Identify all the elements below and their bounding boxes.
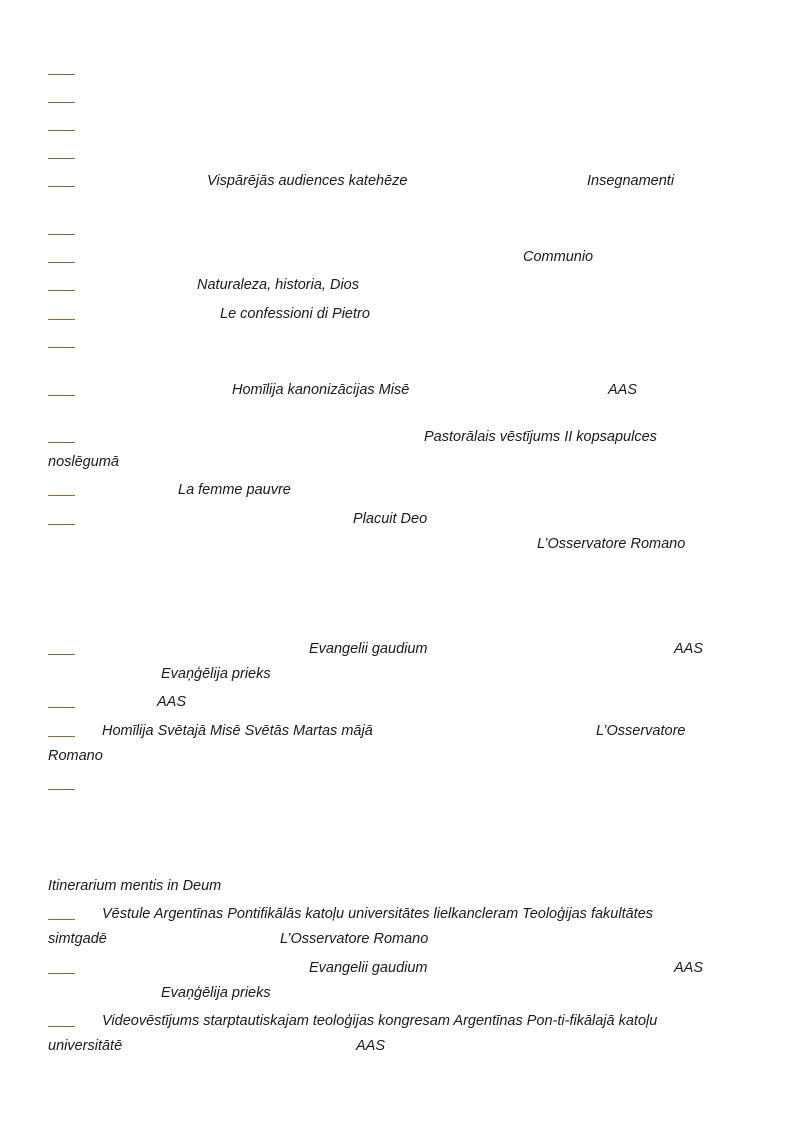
italic-title: Romano (48, 748, 103, 764)
footnote-rule (48, 158, 75, 159)
footnote (0, 303, 793, 325)
footnote-rule (48, 442, 75, 443)
footnote-rule (48, 707, 75, 708)
italic-title: Homīlija kanonizācijas Misē (232, 382, 410, 398)
footnote-rule (48, 736, 75, 737)
footnote-rule (48, 919, 75, 920)
italic-title: AAS (608, 382, 638, 398)
italic-title: Videovēstījums starptautiskajam teoloģijas kongresam Argentīnas Pon-ti-fikālajā katoļu (102, 1013, 658, 1029)
italic-title: Evaņģēlija prieks (161, 666, 271, 682)
footnote-rule (48, 234, 75, 235)
italic-title: AAS (674, 641, 704, 657)
footnote (0, 91, 793, 113)
footnote-rule (48, 654, 75, 655)
footnote-continuation (0, 1035, 793, 1057)
footnote (0, 426, 793, 448)
italic-title: L’Osservatore Romano (280, 931, 429, 947)
italic-title: Naturaleza, historia, Dios (197, 277, 359, 293)
footnote (0, 638, 793, 660)
footnote-continuation (0, 928, 793, 950)
italic-title: L’Osservatore Romano (537, 536, 686, 552)
footnote (0, 903, 793, 925)
italic-title: simtgadē (48, 931, 107, 947)
footnote-continuation (0, 533, 793, 555)
footnote-rule (48, 130, 75, 131)
footnote (0, 170, 793, 192)
footnote (0, 479, 793, 501)
italic-title: L’Osservatore (596, 723, 686, 739)
italic-title: Homīlija Svētajā Misē Svētās Martas mājā (102, 723, 373, 739)
footnote-continuation (0, 982, 793, 1004)
footnote (0, 147, 793, 169)
footnote-rule (48, 1026, 75, 1027)
footnote-continuation (0, 663, 793, 685)
footnote-rule (48, 74, 75, 75)
italic-title: La femme pauvre (178, 482, 291, 498)
italic-title: Le confessioni di Pietro (220, 306, 370, 322)
footnote (0, 119, 793, 141)
footnote (0, 1010, 793, 1032)
footnote (0, 508, 793, 530)
italic-title: AAS (356, 1038, 386, 1054)
footnote (0, 274, 793, 296)
footnote-rule (48, 186, 75, 187)
footnote-rule (48, 319, 75, 320)
footnote (0, 63, 793, 85)
footnote (0, 720, 793, 742)
footnote (0, 223, 793, 245)
footnote-rule (48, 102, 75, 103)
italic-title: noslēgumā (48, 454, 119, 470)
italic-title: Pastorālais vēstījums II kopsapulces (424, 429, 657, 445)
italic-title: Vēstule Argentīnas Pontifikālās katoļu universitātes lielkancleram Teoloģijas fakultātes (102, 906, 654, 922)
italic-title: Vispārējās audiences katehēze (207, 173, 408, 189)
italic-title: Evangelii gaudium (309, 641, 428, 657)
footnote (0, 778, 793, 800)
footnote-rule (48, 524, 75, 525)
italic-title: AAS (674, 960, 704, 976)
italic-title: universitātē (48, 1038, 123, 1054)
footnote (0, 875, 793, 897)
footnote-continuation (0, 451, 793, 473)
italic-title: Communio (523, 249, 594, 265)
footnote (0, 336, 793, 358)
footnote (0, 246, 793, 268)
footnote-rule (48, 347, 75, 348)
footnote-rule (48, 789, 75, 790)
italic-title: Evaņģēlija prieks (161, 985, 271, 1001)
footnote-rule (48, 290, 75, 291)
footnote-continuation (0, 745, 793, 767)
italic-title: Evangelii gaudium (309, 960, 428, 976)
footnote (0, 691, 793, 713)
footnote (0, 957, 793, 979)
footnote-rule (48, 495, 75, 496)
italic-title: Placuit Deo (353, 511, 428, 527)
footnote-rule (48, 262, 75, 263)
footnote-rule (48, 973, 75, 974)
footnote (0, 379, 793, 401)
italic-title: AAS (157, 694, 187, 710)
italic-title: Itinerarium mentis in Deum (48, 878, 222, 894)
italic-title: Insegnamenti (587, 173, 675, 189)
footnote-rule (48, 395, 75, 396)
